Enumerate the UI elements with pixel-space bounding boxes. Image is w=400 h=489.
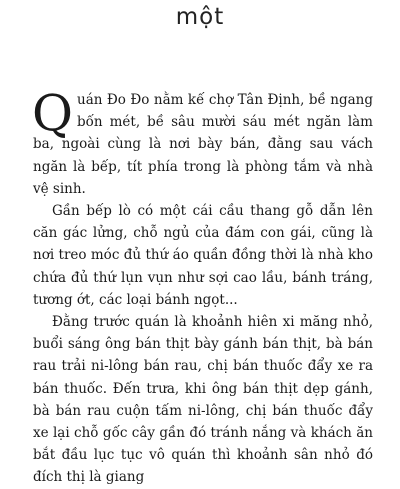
- paragraph-1: [32, 84, 373, 200]
- drop-cap-letter: Q: [32, 84, 73, 142]
- paragraph-1-text: uán Đo Đo nằm kế chợ Tân Định, bề ngang bốn mét, bề sâu mười sáu mét ngăn làm ba, ngoài cùng là nơi bày bán, đằng sau vách ngăn là bếp, tít phía trong là phòng tắm và nhà vệ sinh.: [33, 92, 373, 197]
- paragraph-3: Đằng trước quán là khoảnh hiên xi măng nhỏ, buổi sáng ông bán thịt bày gánh bán thịt, bà bán rau trải ni-lông bán rau, chị bán thuốc đẩy xe ra bán thuốc. Đến trưa, khi ông bán thịt dẹp gánh, bà bán rau cuộn tấm ni-lông, chị bán thuốc đẩy xe lại chỗ gốc cây gần đó tránh nắng và khách ăn bắt đầu lục tục vô quán thì khoảnh sân nhỏ đó đích thị là giang: [33, 314, 373, 486]
- chapter-body: [32, 84, 373, 489]
- chapter-title: một: [175, 4, 225, 30]
- paragraph-2: Gần bếp lò có một cái cầu thang gỗ dẫn lên căn gác lửng, chỗ ngủ của đám con gái, cũng là nơi treo móc đủ thứ áo quần đồng thời là nhà kho chứa đủ thứ lụn vụn như sợi cao lầu, bánh tráng, tương ớt, các loại bánh ngọt...: [33, 203, 373, 308]
